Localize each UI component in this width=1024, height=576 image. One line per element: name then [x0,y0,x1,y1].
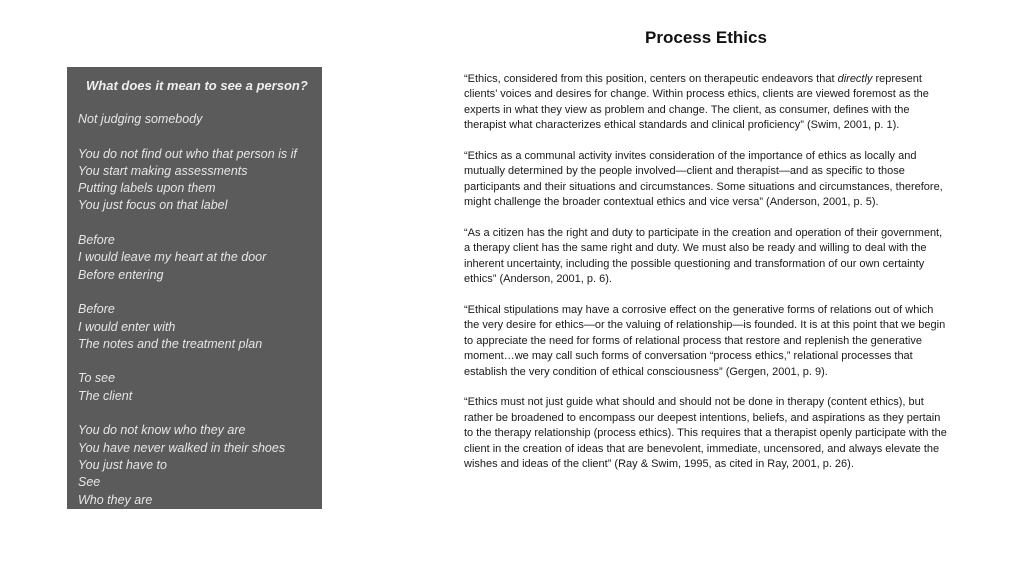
quote-paragraph-swim [464,72,950,134]
poem-stanza [78,422,314,508]
quote-paragraph-ray-swim: “Ethics must not just guide what should and should not be done in therapy (content ethics), but rather be broadened to encompass our deepest intentions, beliefs, and aspirations as they pertain to the therapy relationship (process ethics). This requires that a therapist openly participate with the client in the creation of ideas that are benevolent, immediate, uncensored, and always elevate the wishes and ideas of the client” (Ray & Swim, 1995, as cited in Ray, 2001, p. 26). [464,396,947,471]
poem-line: The client [78,388,133,403]
poem-line: I would enter with [78,319,176,334]
quote-paragraph-anderson-citizen: “As a citizen has the right and duty to participate in the creation and operation of their government, a therapy client has the same right and duty. We must also be ready and willing to deal with the inherent uncertainty, including the possible questioning and transformation of our own certainty ethics” (Anderson, 2001, p. 6). [464,227,943,286]
poem-line: Not judging somebody [78,112,203,126]
poem-stanza [78,111,314,128]
poem-line: You just have to [78,457,167,472]
poem-line: You do not know who they are [78,423,246,438]
poem-line: I would leave my heart at the door [78,250,267,265]
poem-heading: What does it mean to see a person? [86,78,308,93]
poem-stanza [78,146,314,215]
poem-line: Before [78,302,115,317]
poem-line: You start making assessments [78,163,248,178]
page-title: Process Ethics [645,28,767,47]
poem-image-panel [67,67,322,509]
poem-line: See [78,475,101,490]
poem-stanza [78,370,314,405]
quote-paragraph-anderson-communal: “Ethics as a communal activity invites consideration of the importance of ethics as locally and mutually determined by the people involved—client and therapist—and as specific to those participants and their situations and circumstances. Some situations and circumstances, therefore, might challenge the broader contextual ethics and vice versa” (Anderson, 2001, p. 5). [464,150,943,209]
poem-line: Before [78,233,115,248]
poem-line: Who they are [78,492,153,507]
quote-text: “Ethics, considered from this position, centers on therapeutic endeavors that [464,73,838,85]
poem-stanza [78,232,314,284]
poem-line: Before entering [78,267,164,282]
quote-text: represent clients’ voices and desires for change. Within process ethics, clients are viewed foremost as the experts in what they view as problem and change. The client, as consumer, defines with the therapist what characterizes ethical standards and clinical proficiency” (Swim, 2001, p. 1). [464,73,929,132]
poem-line: You do not find out who that person is if [78,146,297,161]
quotes-column [464,72,950,488]
poem-line: Putting labels upon them [78,181,216,196]
poem-stanza [78,301,314,353]
poem-line: The notes and the treatment plan [78,336,263,351]
poem-line: You have never walked in their shoes [78,440,286,455]
quote-emphasis: directly [837,73,873,85]
quote-paragraph-gergen: “Ethical stipulations may have a corrosive effect on the generative forms of relations out of which the very desire for ethics—or the valuing of relationship—is founded. It is at this point that we begin to appreciate the need for forms of relational process that restore and replenish the generative moment…we may call such forms of conversation “process ethics,” relational processes that establish the very condition of ethical consciousness” (Gergen, 2001, p. 9). [464,304,946,378]
poem-line: You just focus on that label [78,198,228,213]
poem-line: To see [78,371,116,386]
